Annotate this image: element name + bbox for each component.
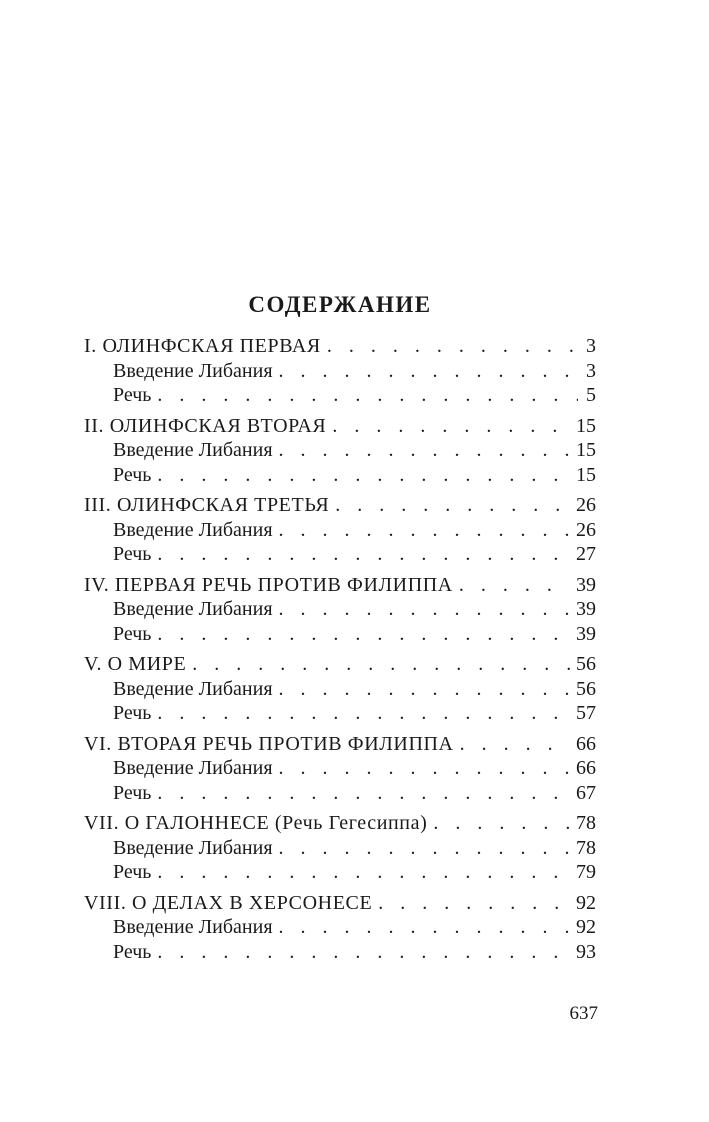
subentry-title: Введение Либания: [113, 836, 273, 859]
dot-leader: [157, 701, 570, 726]
subentry-title: Введение Либания: [113, 916, 273, 938]
toc-subentry: [84, 860, 596, 885]
dot-leader: [332, 414, 570, 439]
toc-subentry: [84, 701, 596, 726]
subentry-title: Введение Либания: [113, 518, 273, 541]
subentry-title: Речь: [113, 702, 152, 724]
subentry-title: Введение Либания: [113, 598, 273, 620]
table-of-contents: [84, 334, 596, 970]
toc-section-4: [84, 573, 596, 647]
subentry-title: Речь: [113, 781, 152, 804]
toc-section-2: [84, 414, 596, 488]
toc-subentry: [84, 836, 596, 861]
toc-entry: [84, 573, 596, 598]
toc-subentry: [84, 542, 596, 567]
toc-entry: [84, 334, 596, 359]
dot-leader: [335, 493, 570, 518]
dot-leader: [157, 383, 578, 408]
dot-leader: [157, 940, 570, 965]
page-number: 92: [576, 916, 596, 938]
page-number: 67: [576, 781, 596, 804]
toc-entry: [84, 732, 596, 757]
subentry-title: Речь: [113, 940, 152, 963]
dot-leader: [157, 542, 570, 567]
page-number: 56: [576, 677, 596, 700]
page-number: 3: [586, 335, 596, 357]
page-number: 78: [576, 812, 596, 834]
entry-title: III. ОЛИНФСКАЯ ТРЕТЬЯ: [84, 494, 330, 516]
toc-subentry: [84, 677, 596, 702]
page-folio: 637: [569, 1003, 598, 1024]
entry-title: I. ОЛИНФСКАЯ ПЕРВАЯ: [84, 335, 321, 357]
toc-entry: [84, 493, 596, 518]
subentry-title: Речь: [113, 622, 152, 645]
dot-leader: [459, 573, 570, 598]
toc-subentry: [84, 383, 596, 408]
subentry-title: Введение Либания: [113, 439, 273, 461]
subentry-title: Речь: [113, 463, 152, 486]
page-number: 39: [576, 622, 596, 645]
page-number: 93: [576, 940, 596, 963]
dot-leader: [327, 334, 578, 359]
page-number: 57: [576, 702, 596, 724]
dot-leader: [157, 860, 570, 885]
dot-leader: [279, 756, 570, 781]
page-title: СОДЕРЖАНИЕ: [248, 292, 432, 317]
page-number: 15: [576, 439, 596, 461]
toc-section-5: [84, 652, 596, 726]
dot-leader: [279, 438, 570, 463]
dot-leader: [460, 732, 570, 757]
toc-section-8: [84, 891, 596, 965]
toc-subentry: [84, 597, 596, 622]
page-number: 78: [576, 836, 596, 859]
entry-title: VI. ВТОРАЯ РЕЧЬ ПРОТИВ ФИЛИППА: [84, 732, 454, 755]
dot-leader: [157, 622, 570, 647]
dot-leader: [279, 915, 570, 940]
page-number: 26: [576, 518, 596, 541]
entry-title: IV. ПЕРВАЯ РЕЧЬ ПРОТИВ ФИЛИППА: [84, 573, 453, 596]
subentry-title: Введение Либания: [113, 757, 273, 779]
dot-leader: [192, 652, 570, 677]
toc-section-3: [84, 493, 596, 567]
dot-leader: [279, 836, 570, 861]
toc-entry: [84, 891, 596, 916]
toc-subentry: [84, 359, 596, 384]
subentry-title: Речь: [113, 861, 152, 883]
page-number: 15: [576, 463, 596, 486]
page-number: 3: [586, 359, 596, 382]
toc-subentry: [84, 463, 596, 488]
dot-leader: [378, 891, 570, 916]
toc-entry: [84, 652, 596, 677]
page-number: 5: [586, 384, 596, 406]
page-number: 39: [576, 573, 596, 596]
dot-leader: [157, 781, 570, 806]
entry-title: VIII. О ДЕЛАХ В ХЕРСОНЕСЕ: [84, 891, 373, 914]
entry-title: V. О МИРЕ: [84, 653, 187, 675]
dot-leader: [279, 597, 570, 622]
subentry-title: Речь: [113, 384, 152, 406]
subentry-title: Введение Либания: [113, 677, 273, 700]
dot-leader: [433, 811, 570, 836]
page-number: 92: [576, 891, 596, 914]
toc-subentry: [84, 518, 596, 543]
toc-section-1: [84, 334, 596, 408]
subentry-title: Введение Либания: [113, 359, 273, 382]
toc-subentry: [84, 438, 596, 463]
toc-subentry: [84, 756, 596, 781]
dot-leader: [279, 359, 578, 384]
entry-title: II. ОЛИНФСКАЯ ВТОРАЯ: [84, 414, 327, 437]
toc-section-6: [84, 732, 596, 806]
toc-subentry: [84, 781, 596, 806]
toc-subentry: [84, 940, 596, 965]
entry-title: VII. О ГАЛОННЕСЕ (Речь Гегесиппа): [84, 812, 428, 834]
toc-entry: [84, 811, 596, 836]
toc-subentry: [84, 622, 596, 647]
page-number: 79: [576, 861, 596, 883]
toc-section-7: [84, 811, 596, 885]
subentry-title: Речь: [113, 543, 152, 565]
page-number: 27: [576, 543, 596, 565]
page-number: 56: [576, 653, 596, 675]
page-number: 66: [576, 732, 596, 755]
page-number: 66: [576, 757, 596, 779]
dot-leader: [279, 518, 570, 543]
toc-entry: [84, 414, 596, 439]
page-number: 26: [576, 494, 596, 516]
page-number: 15: [576, 414, 596, 437]
dot-leader: [157, 463, 570, 488]
toc-subentry: [84, 915, 596, 940]
page-number: 39: [576, 598, 596, 620]
dot-leader: [279, 677, 570, 702]
